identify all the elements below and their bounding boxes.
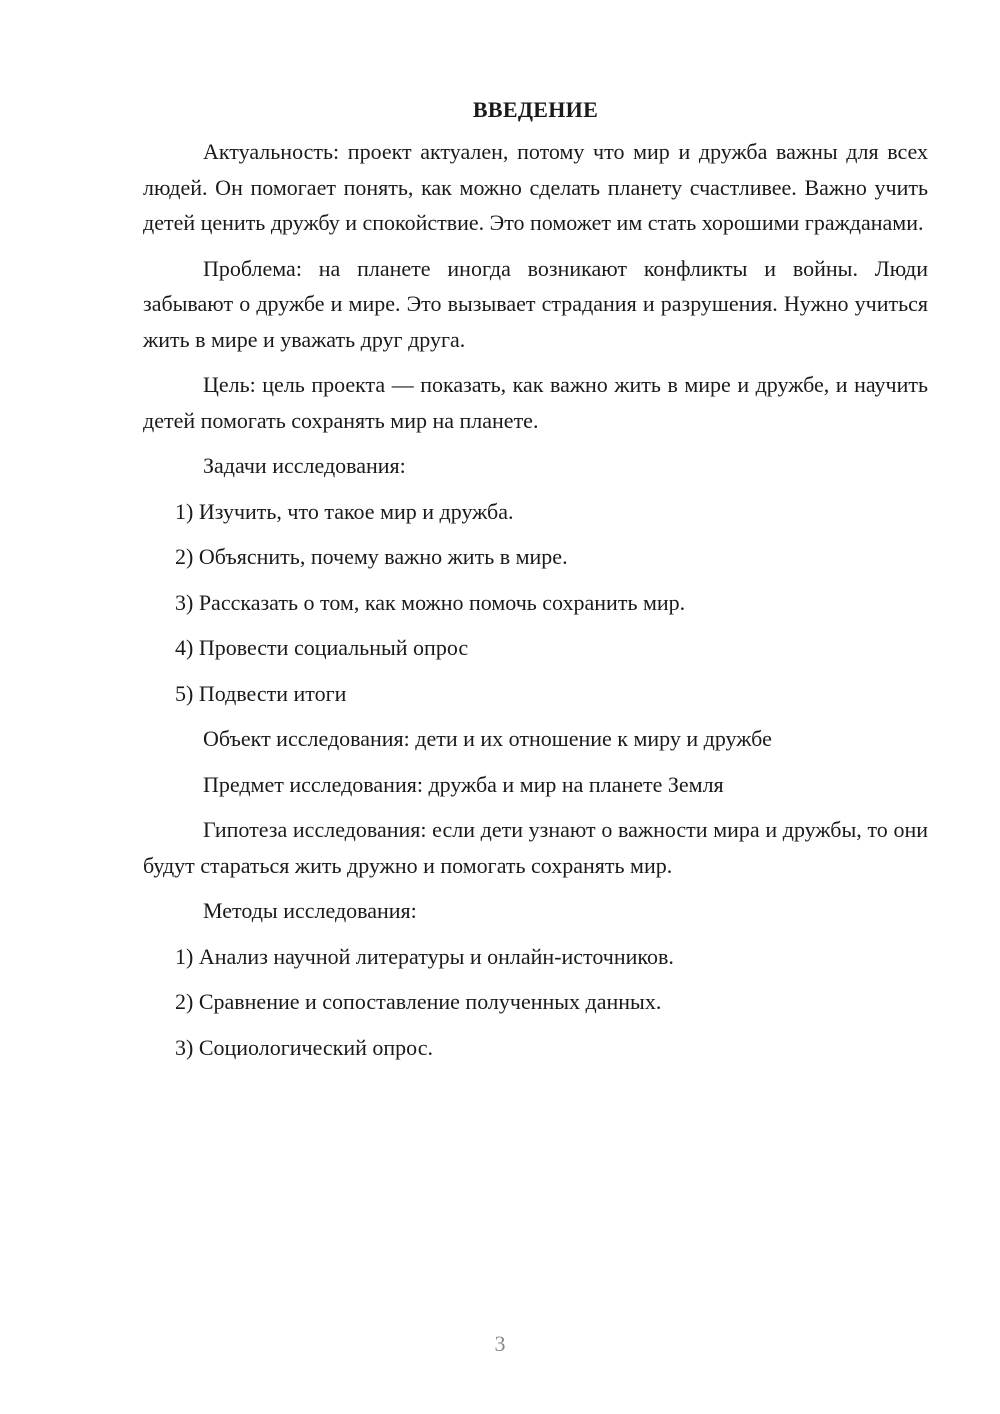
task-item: 4) Провести социальный опрос	[175, 635, 469, 660]
page-title: ВВЕДЕНИЕ	[472, 97, 599, 122]
document-page	[143, 92, 928, 1075]
task-item: 1) Изучить, что такое мир и дружба.	[175, 498, 514, 524]
goal-paragraph: Цель: цель проекта — показать, как важно жить в мире и дружбе, и научить детей помогать сохранять мир на планете.	[143, 372, 928, 433]
task-item: 3) Рассказать о том, как можно помочь сохранить мир.	[175, 589, 686, 615]
tasks-heading: Задачи исследования:	[203, 453, 406, 478]
method-item: 2) Сравнение и сопоставление полученных данных.	[175, 989, 662, 1014]
method-item: 3) Социологический опрос.	[175, 1034, 433, 1060]
page-number: 3	[494, 1331, 506, 1356]
task-item: 2) Объяснить, почему важно жить в мире.	[175, 544, 568, 569]
hypothesis-paragraph: Гипотеза исследования: если дети узнают о важности мира и дружбы, то они будут стараться жить дружно и помогать сохранять мир.	[143, 817, 928, 878]
task-item: 5) Подвести итоги	[175, 680, 347, 706]
research-object: Объект исследования: дети и их отношение к миру и дружбе	[203, 726, 772, 751]
methods-heading: Методы исследования:	[203, 898, 417, 923]
relevance-paragraph: Актуальность: проект актуален, потому что мир и дружба важны для всех людей. Он помогает понять, как можно сделать планету счастливее. Важно учить детей ценить дружбу и спокойствие. Это поможет им стать хорошими гражданами.	[143, 139, 928, 235]
research-subject: Предмет исследования: дружба и мир на планете Земля	[203, 771, 724, 797]
method-item: 1) Анализ научной литературы и онлайн-источников.	[175, 943, 674, 969]
problem-paragraph: Проблема: на планете иногда возникают конфликты и войны. Люди забывают о дружбе и мире. Это вызывает страдания и разрушения. Нужно учиться жить в мире и уважать друг друга.	[143, 255, 928, 352]
